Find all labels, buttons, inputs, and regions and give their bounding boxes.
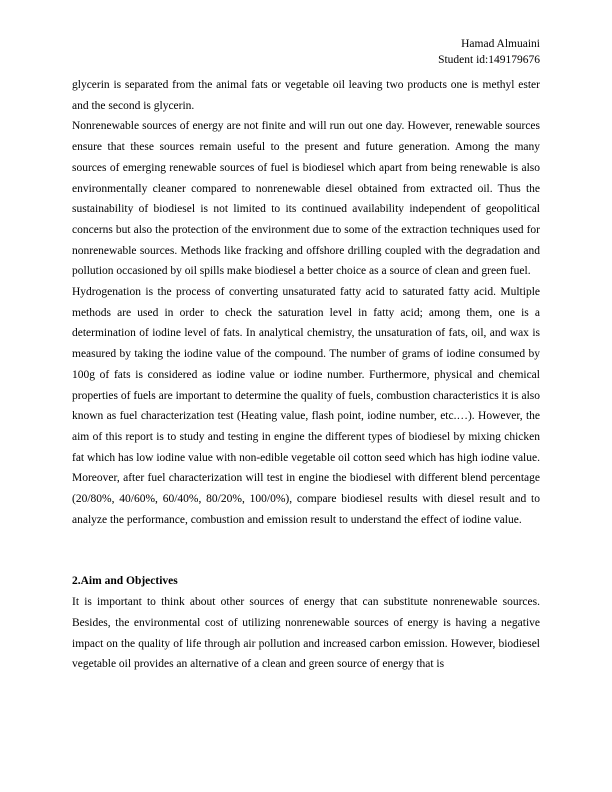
page-header (438, 36, 540, 68)
paragraph-aim: It is important to think about other sources of energy that can substitute nonrenewable sources. Besides, the environmental cost of utilizing nonrenewable sources of energy is having a negative impact on the quality of life through air pollution and increased carbon emission. However, biodiesel vegetable oil provides an alternative of a clean and green source of energy that is (72, 596, 540, 671)
student-id: Student id:149179676 (438, 54, 540, 66)
author-name: Hamad Almuaini (461, 38, 540, 50)
paragraph-glycerin: glycerin is separated from the animal fats or vegetable oil leaving two products one is methyl ester and the second is glycerin. (72, 79, 540, 112)
section-spacer (72, 530, 540, 571)
section-heading: 2.Aim and Objectives (72, 575, 178, 588)
paragraph-nonrenewable: Nonrenewable sources of energy are not finite and will run out one day. However, renewable sources ensure that these sources remain useful to the present and future generation. Among the many sources of emerging renewable sources of fuel is biodiesel which apart from being renewable is also environmentally cleaner compared to nonrenewable diesel obtained from extracted oil. Thus the sustainability of biodiesel is not limited to its continued availability independent of geopolitical concerns but also the protection of the environment due to some of the extraction techniques used for nonrenewable sources. Methods like fracking and offshore drilling coupled with the degradation and pollution occasioned by oil spills make biodiesel a better choice as a source of clean and green fuel. (72, 120, 540, 278)
document-body (72, 75, 540, 675)
paragraph-hydrogenation: Hydrogenation is the process of converting unsaturated fatty acid to saturated fatty acid. Multiple methods are used in order to check the saturation level in fatty acid; among them, one is a determination of iodine level of fats. In analytical chemistry, the unsaturation of fats, oil, and wax is measured by taking the iodine value of the compound. The number of grams of iodine consumed by 100g of fats is considered as iodine value or iodine number. Furthermore, physical and chemical properties of fuels are important to determine the quality of fuels, combustion characteristics it is also known as fuel characterization test (Heating value, flash point, iodine number, etc.…). However, the aim of this report is to study and testing in engine the different types of biodiesel by mixing chicken fat which has low iodine value with non-edible vegetable oil cotton seed which has high iodine value. Moreover, after fuel characterization will test in engine the biodiesel with different blend percentage (20/80%, 40/60%, 60/40%, 80/20%, 100/0%), compare biodiesel results with diesel result and to analyze the performance, combustion and emission result to understand the effect of iodine value. (72, 286, 540, 526)
